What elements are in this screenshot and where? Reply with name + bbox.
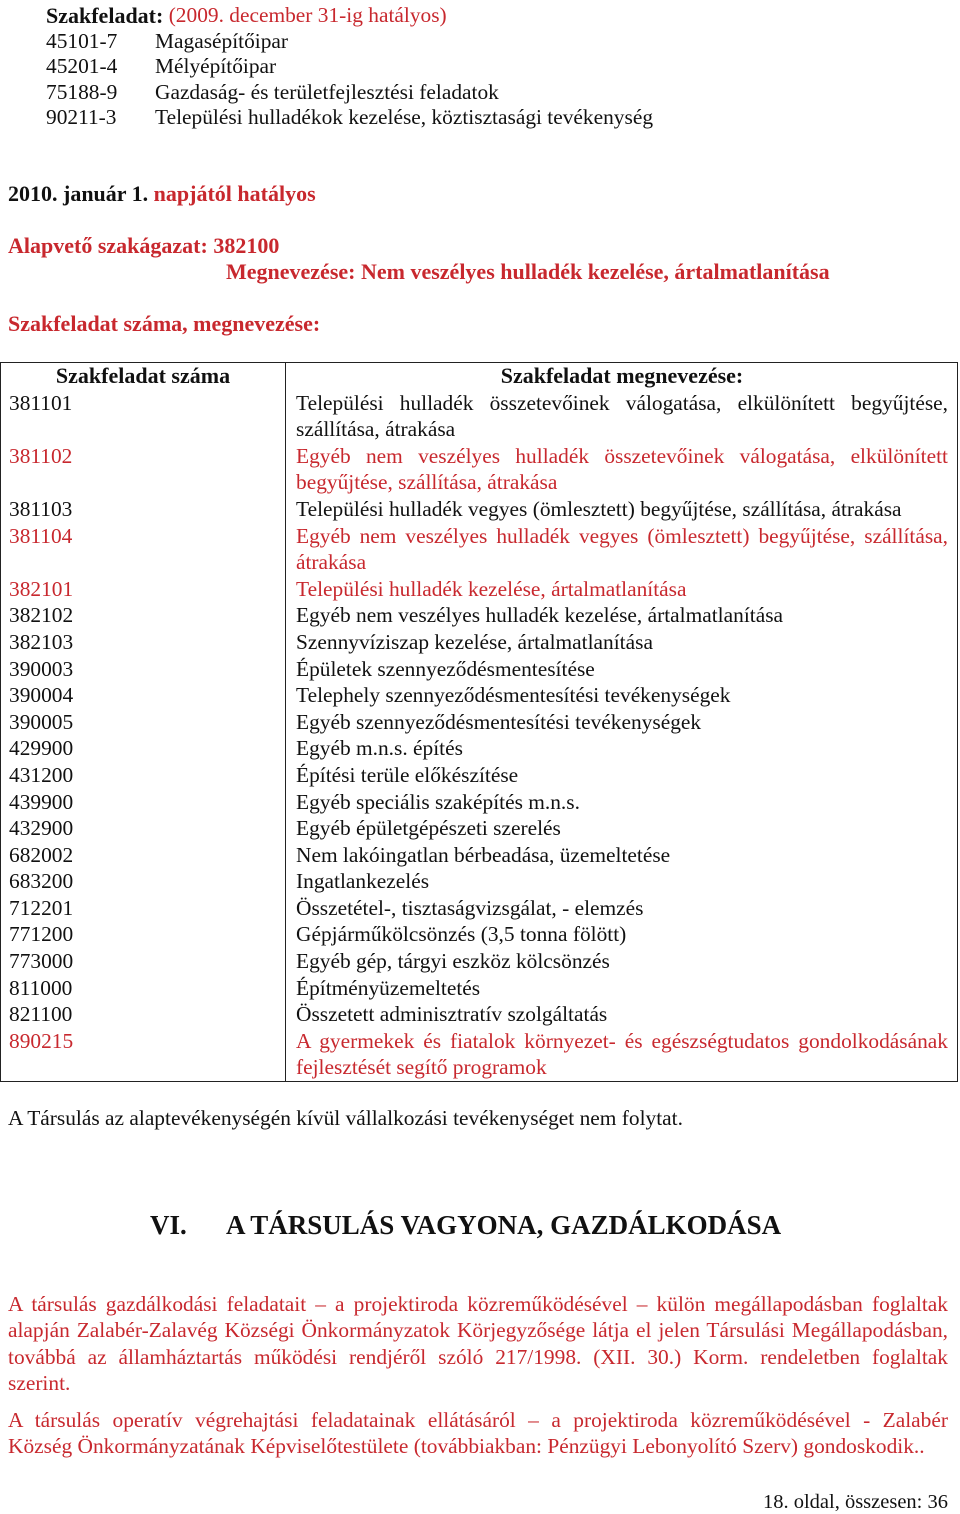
table-row	[1, 868, 958, 895]
table-row	[1, 682, 958, 709]
page-footer	[600, 1491, 948, 1513]
activity-code: 811000	[1, 975, 286, 1002]
table-row	[1, 602, 958, 629]
activity-code: 890215	[1, 1028, 286, 1082]
table-row	[1, 576, 958, 603]
activity-code: 381101	[1, 390, 286, 443]
activity-name: Egyéb épületgépészeti szerelés	[296, 816, 561, 841]
section-heading	[150, 1208, 781, 1242]
activity-code: 390004	[1, 682, 286, 709]
activity-name: Összetett adminisztratív szolgáltatás	[296, 1002, 608, 1027]
activity-name: Egyéb nem veszélyes hulladék kezelése, ártalmatlanítása	[296, 603, 784, 628]
effective-date: 2010. január 1.	[8, 181, 149, 206]
activity-name: A gyermekek és fiatalok környezet- és egészségtudatos gondolkodásának fejlesztését segítő programok	[296, 1028, 948, 1080]
activity-name: Gépjárműkölcsönzés (3,5 tonna fölött)	[296, 922, 627, 947]
activity-name: Ingatlankezelés	[296, 869, 430, 894]
activity-code: 773000	[1, 948, 286, 975]
table-row	[1, 735, 958, 762]
activity-code: 390005	[1, 709, 286, 736]
activity-name: Egyéb nem veszélyes hulladék vegyes (ömlesztett) begyűjtése, szállítása, átrakása	[296, 523, 948, 575]
paragraph-line: továbbá az államháztartás működési rendjéről szóló 217/1998. (XII. 30.) Korm. rendeletben foglaltak	[8, 1344, 948, 1369]
table-row	[1, 523, 958, 576]
activity-code: 821100	[1, 1001, 286, 1028]
table-row	[1, 1028, 958, 1082]
table-row	[1, 496, 958, 523]
activity-code: 429900	[1, 735, 286, 762]
table-row	[1, 1001, 958, 1028]
section-number: VI.	[150, 1210, 187, 1240]
legacy-item-name: Települési hulladékok kezelése, köztisztasági tevékenység	[155, 105, 654, 129]
legacy-item	[46, 105, 653, 131]
legacy-item	[46, 80, 653, 106]
main-branch-name: Nem veszélyes hulladék kezelése, ártalmatlanítása	[360, 259, 830, 284]
main-branch-name-label: Megnevezése:	[226, 259, 356, 284]
page-number: 18. oldal, összesen: 36	[762, 1491, 948, 1513]
legacy-item-code: 45201-4	[46, 54, 118, 78]
legacy-label: Szakfeladat:	[46, 3, 164, 28]
activity-table	[0, 362, 958, 1082]
paragraph-line: A társulás gazdálkodási feladatait – a projektiroda közreműködésével – külön megállapodásban foglaltak	[8, 1292, 948, 1316]
section-title: A TÁRSULÁS VAGYONA, GAZDÁLKODÁSA	[226, 1210, 782, 1240]
legacy-activity-list	[46, 3, 653, 131]
table-row	[1, 390, 958, 443]
paragraph-line: A társulás operatív végrehajtási feladatainak ellátásáról – a projektiroda közreműködésével - Zalabér	[8, 1408, 948, 1432]
paragraph	[8, 1407, 948, 1460]
activity-code: 382101	[1, 576, 286, 603]
activity-code: 382103	[1, 629, 286, 656]
activity-code: 382102	[1, 602, 286, 629]
activity-name: Települési hulladék kezelése, ártalmatlanítása	[296, 576, 687, 601]
main-branch-line	[8, 233, 279, 260]
activity-name: Egyéb m.n.s. építés	[296, 736, 463, 761]
activity-code: 381104	[1, 523, 286, 576]
table-header-code: Szakfeladat száma	[1, 363, 286, 390]
activity-code: 439900	[1, 789, 286, 816]
table-row	[1, 656, 958, 683]
table-intro-heading: Szakfeladat száma, megnevezése:	[8, 311, 321, 336]
main-branch-name-line	[226, 259, 830, 286]
activity-name: Építményüzemeltetés	[296, 975, 481, 1000]
activity-name: Egyéb speciális szaképítés m.n.s.	[296, 789, 580, 814]
activity-name: Telephely szennyeződésmentesítési tevékenységek	[296, 683, 731, 708]
activity-name: Települési hulladék vegyes (ömlesztett) begyűjtése, szállítása, átrakása	[296, 496, 902, 521]
paragraph-line: alapján Zalabér-Zalavég Községi Önkormányzatok Körjegyzősége látja el jelen Társulási Megállapodásban,	[8, 1318, 948, 1343]
activity-name: Összetétel-, tisztaságvizsgálat, - elemzés	[296, 895, 644, 920]
business-activity-statement: A Társulás az alaptevékenységén kívül vállalkozási tevékenységet nem folytat.	[8, 1106, 683, 1130]
legacy-item-code: 90211-3	[46, 105, 117, 129]
legacy-item-code: 45101-7	[46, 28, 118, 53]
activity-name: Építési terüle előkészítése	[296, 762, 519, 787]
table-row	[1, 629, 958, 656]
table-row	[1, 762, 958, 789]
table-header-row	[1, 363, 958, 390]
table-row	[1, 842, 958, 869]
activity-code: 390003	[1, 656, 286, 683]
main-branch-code: 382100	[213, 233, 280, 258]
main-branch-label: Alapvető szakágazat:	[8, 233, 208, 258]
table-header-name: Szakfeladat megnevezése:	[500, 363, 744, 388]
table-row	[1, 921, 958, 948]
table-row	[1, 895, 958, 922]
table-row	[1, 815, 958, 842]
activity-code: 682002	[1, 842, 286, 869]
activity-code: 431200	[1, 762, 286, 789]
legacy-validity-note: (2009. december 31-ig hatályos)	[168, 3, 447, 27]
legacy-item-name: Magasépítőipar	[155, 28, 289, 53]
activity-code: 683200	[1, 868, 286, 895]
legacy-item	[46, 54, 653, 80]
effective-validity: napjától hatályos	[153, 181, 316, 206]
activity-name: Egyéb gép, tárgyi eszköz kölcsönzés	[296, 949, 610, 974]
table-row	[1, 789, 958, 816]
activity-code: 432900	[1, 815, 286, 842]
activity-name: Nem lakóingatlan bérbeadása, üzemeltetése	[296, 842, 671, 867]
paragraph	[8, 1291, 948, 1396]
effective-date-heading	[8, 181, 316, 208]
activity-code: 381102	[1, 443, 286, 496]
table-row	[1, 975, 958, 1002]
activity-code: 771200	[1, 921, 286, 948]
activity-name: Települési hulladék összetevőinek válogatása, elkülönített begyűjtése, szállítása, átrakása	[296, 390, 948, 442]
paragraph-line: szerint.	[8, 1370, 71, 1395]
table-row	[1, 948, 958, 975]
legacy-item-name: Gazdaság- és területfejlesztési feladatok	[155, 79, 499, 104]
activity-table-body	[1, 390, 958, 1082]
activity-name: Szennyvíziszap kezelése, ártalmatlanítása	[296, 629, 653, 654]
legacy-item	[46, 29, 653, 55]
table-row	[1, 709, 958, 736]
legacy-item-code: 75188-9	[46, 79, 118, 104]
legacy-item-name: Mélyépítőipar	[155, 54, 277, 78]
activity-code: 381103	[1, 496, 286, 523]
activity-name: Egyéb szennyeződésmentesítési tevékenységek	[296, 709, 702, 734]
activity-name: Épületek szennyeződésmentesítése	[296, 656, 595, 681]
legacy-heading	[46, 3, 653, 29]
table-row	[1, 443, 958, 496]
activity-code: 712201	[1, 895, 286, 922]
activity-name: Egyéb nem veszélyes hulladék összetevőinek válogatása, elkülönített begyűjtése, szállítása, átrakása	[296, 443, 948, 495]
paragraph-line: Község Önkormányzatának Képviselőtestülete (továbbiakban: Pénzügyi Lebonyolító Szerv) gondoskodik..	[8, 1434, 925, 1459]
